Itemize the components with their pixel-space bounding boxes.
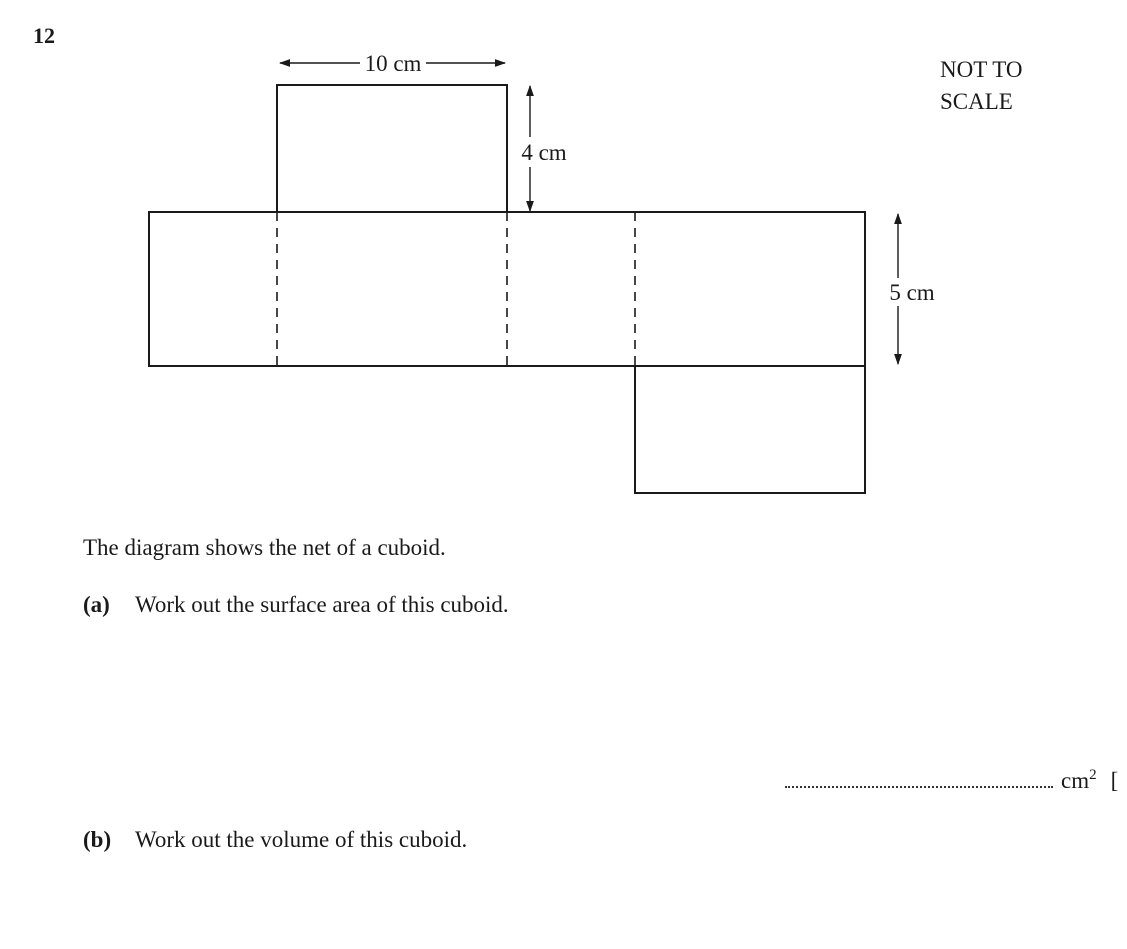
answer-unit-base: cm: [1061, 768, 1090, 793]
part-a-label: (a): [83, 592, 110, 617]
scale-note-line1: NOT TO: [940, 57, 1023, 82]
scale-note-line2: SCALE: [940, 89, 1013, 114]
not-to-scale-note: [940, 54, 1022, 118]
part-b: [83, 825, 467, 855]
answer-unit-power: 2: [1089, 767, 1097, 783]
answer-unit-a: [1061, 768, 1097, 793]
depth-label: 5 cm: [889, 280, 935, 305]
net-top-face: [277, 85, 507, 212]
part-a: [83, 590, 509, 620]
question-intro: The diagram shows the net of a cuboid.: [83, 535, 446, 560]
question-number: 12: [33, 23, 55, 48]
part-b-text: Work out the volume of this cuboid.: [135, 827, 468, 852]
answer-field-a[interactable]: [785, 768, 1053, 788]
net-bottom-face: [635, 366, 865, 493]
part-b-label: (b): [83, 827, 112, 852]
height-label: 4 cm: [521, 140, 567, 165]
answer-line-a: [785, 760, 1118, 796]
marks-bracket: [: [1110, 768, 1119, 793]
part-a-text: Work out the surface area of this cuboid.: [135, 592, 509, 617]
width-label: 10 cm: [364, 51, 422, 76]
